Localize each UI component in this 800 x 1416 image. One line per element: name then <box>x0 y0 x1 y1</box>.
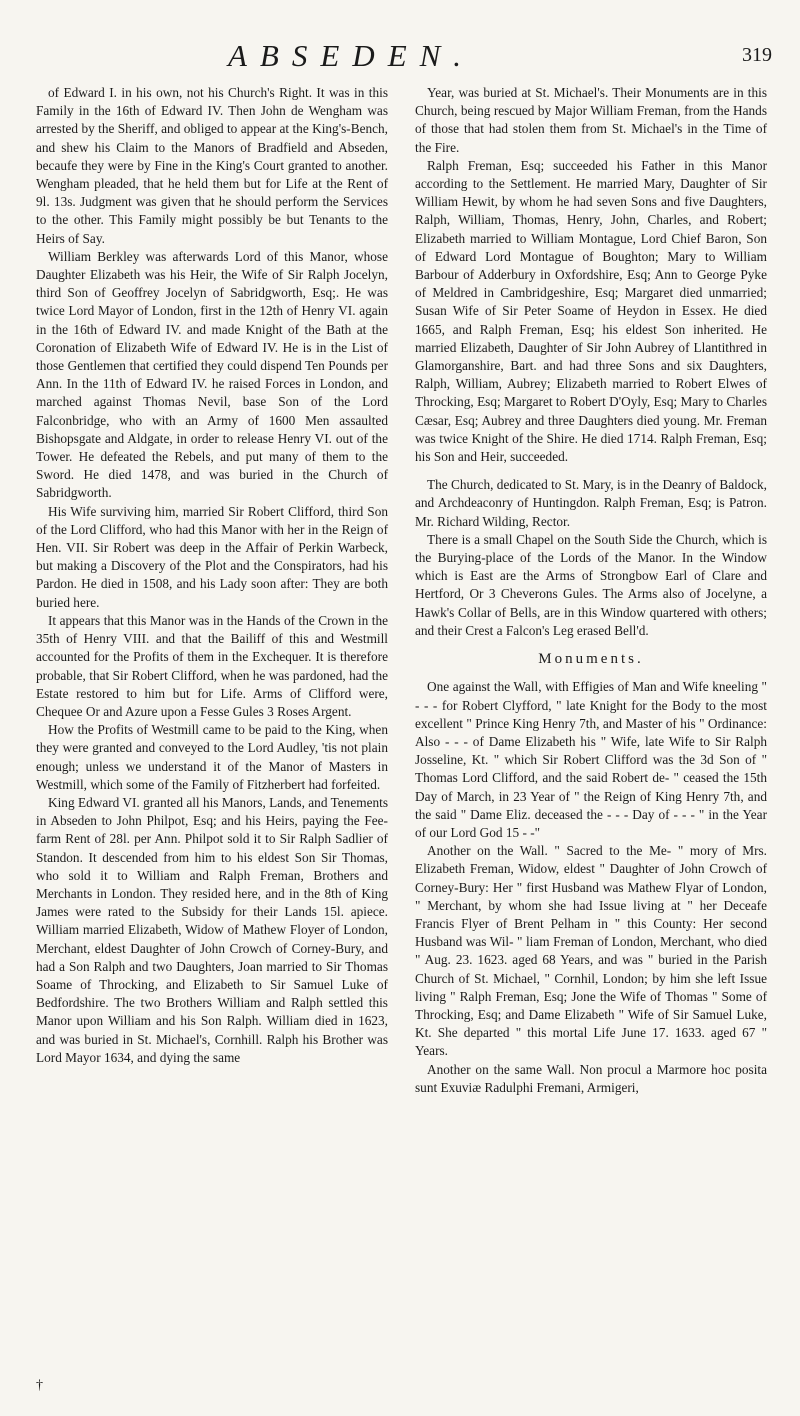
section-heading-monuments: Monuments. <box>538 651 644 668</box>
paragraph: It appears that this Manor was in the Hands of the Crown in the 35th of Henry VIII. and that the Bailiff of this and Westmill accounted for the Profits of them in the Exchequer. It is therefore probable, that Sir Robert Clifford, when he was pardoned, had the Estate restored to him but for Life. Arms of Clifford were, Chequee Or and Azure upon a Fesse Gules 3 Roses Argent. <box>36 612 388 719</box>
paragraph: William Berkley was afterwards Lord of this Manor, whose Daughter Elizabeth was his Heir, the Wife of Sir Ralph Jocelyn, third Son of Geoffrey Jocelyn of Sabridgworth, Esq;. He was twice Lord Mayor of London, first in the 12th of Henry VI. again in the 16th of Edward IV. and made Knight of the Bath at the Coronation of Elizabeth Wife of Edward IV. He is in the List of those Gentlemen that certified they could dispend Ten Pounds per Ann. In the 11th of Edward IV. he raised Forces in London, and marched against Thomas Nevil, base Son of the Lord Falconbridge, who with an Army of 1600 Men assaulted Bishopsgate and Aldgate, in order to release Henry VI. out of the Tower. He defeated the Rebels, and put many of them to the Sword. He died 1478, and was buried in the Church of Sabridgworth. <box>36 248 388 501</box>
page-header <box>0 38 800 82</box>
paragraph: of Edward I. in his own, not his Church's Right. It was in this Family in the 16th of Edward IV. Then John de Wengham was arrested by the Sheriff, and obliged to appear at the King's-Bench, and shew his Claim to the Manors of Bradfield and Abseden, becaufe they were by Fine in the King's Court granted to another. Wengham pleaded, that he held them but for Life at the Rent of 9l. 13s. Judgment was given that he should perform the Services to the other. This Family might possibly be but Tenants to the Heirs of Say. <box>36 85 388 246</box>
paragraph: How the Profits of Westmill came to be paid to the King, when they were granted and conveyed to the Lord Audley, 'tis not plain enough; unless we understand it of the Manor of Masters in Westmill, which some of the Family of Fitzherbert had forfeited. <box>36 722 388 792</box>
paragraph: Ralph Freman, Esq; succeeded his Father in this Manor according to the Settlement. He married Mary, Daughter of Sir William Hewit, by whom he had seven Sons and five Daughters, Ralph, William, Thomas, Henry, John, Charles, and Robert; Elizabeth married to William Montague, Lord Chief Baron, Son of Edward Lord Montague of Boughton; Mary to William Barbour of Adderbury in Oxfordshire, Esq; Ann to George Pyke of Meldred in Cambridgeshire, Esq; Margaret died unmarried; Susan Wife of Sir Peter Soame of Heydon in Essex. He died 1665, and Ralph Freman, Esq; his eldest Son inherited. He married Elizabeth, Daughter of Sir John Aubrey of Llantithred in Glamorganshire, Bart. and had three Sons and six Daughters, Ralph, William, Aubrey; Elizabeth married to Robert Elwes of Throcking, Esq; Margaret to Robert D'Oyly, Esq; Mary to Charles Cæsar, Esq; Aubrey and three Daughters died young. Mr. Freman was twice Knight of the Shire. He died 1714. Ralph Freman, Esq; his Son and Heir, succeeded. <box>415 157 767 465</box>
paragraph: Year, was buried at St. Michael's. Their Monuments are in this Church, being rescued by Major William Freman, from the Hands of those that had stolen them from St. Michael's in the Time of the Fire. <box>415 85 767 155</box>
paragraph: Another on the Wall. " Sacred to the Me- " mory of Mrs. Elizabeth Freman, Widow, eldest " Daughter of John Crowch of Corney-Bury: Her " first Husband was Mathew Flyar of London, " Merchant, by whom she had Issue living at " her Deceafe Francis Flyer of Brent Pelham in " this County: Her second Husband was Wil- " liam Freman of London, Merchant, who died " Aug. 23. 1623. aged 68 Years, and was " buried in the Parish Church of St. Michael, " Cornhil, London; by him she left Issue living " Ralph Freman, Esq; Jone the Wife of Thomas " Some of Throcking, Esq; and Dame Elizabeth " Wife of Sir Samuel Luke, Kt. She departed " this mortal Life June 17. 1633. aged 67 " Years. <box>415 843 767 1059</box>
signature-mark: † <box>36 1378 43 1393</box>
running-head: ABSEDEN. <box>228 38 475 73</box>
paragraph: There is a small Chapel on the South Side the Church, which is the Burying-place of the Lords of the Manor. In the Window which is East are the Arms of Strongbow Earl of Clare and Hertford, Or 3 Cheverons Gules. The Arms also of Jocelyne, a Hawk's Collar of Bells, are in this Window quartered with others; and their Crest a Falcon's Leg erased Bell'd. <box>415 531 767 638</box>
page-number: 319 <box>742 44 772 66</box>
left-column <box>36 84 388 1067</box>
paragraph: The Church, dedicated to St. Mary, is in the Deanry of Baldock, and Archdeaconry of Huntingdon. Ralph Freman, Esq; is Patron. Mr. Richard Wilding, Rector. <box>415 477 767 529</box>
paragraph: King Edward VI. granted all his Manors, Lands, and Tenements in Abseden to John Philpot, Esq; and his Heirs, paying the Fee-farm Rent of 28l. per Ann. Philpot sold it to Sir Ralph Sadlier of Standon. It descended from him to his eldest Son Sir Thomas, who sold it to William and Ralph Freman, Brothers and Merchants in London. They resided here, and in the 8th of King James were rated to the Subsidy for their Lands 15l. apiece. William married Elizabeth, Widow of Mathew Floyer of London, Merchant, eldest Daughter of John Crowch of Corney-Bury, and had a Son Ralph and two Daughters, Joan married to Sir Thomas Soame of Throcking, and Elizabeth to Sir Samuel Luke of Bedfordshire. The two Brothers William and Ralph settled this Manor upon William and his Son Ralph. William died in 1623, and was buried in St. Michael's, Cornhill. Ralph his Brother was Lord Mayor 1634, and dying the same <box>36 794 388 1065</box>
paragraph: Another on the same Wall. Non procul a Marmore hoc posita sunt Exuviæ Radulphi Fremani, Armigeri, <box>415 1061 767 1095</box>
right-column <box>415 84 767 1097</box>
paragraph: One against the Wall, with Effigies of Man and Wife kneeling " - - - for Robert Clyfford, " late Knight for the Body to the most excellent " Prince King Henry 7th, and Master of his " Ordinance: Also - - - of Dame Elizabeth his " Wife, late Wife to Sir Ralph Josseline, Kt. " which Sir Robert Clifford was the 3d Son of " Thomas Lord Clifford, and the said Robert de- " ceased the 15th Day of March, in 23 Year of " the Reign of King Henry 7th, and the said " Dame Eliz. deceased the - - - Day of - - - " in the Year of our Lord God 15 - -" <box>415 679 767 840</box>
paragraph: His Wife surviving him, married Sir Robert Clifford, third Son of the Lord Clifford, who had this Manor with her in the Reign of Hen. VII. Sir Robert was deep in the Affair of Perkin Warbeck, but making a Discovery of the Plot and the Conspirators, had his Pardon. He died in 1508, and his Lady soon after: They are both buried here. <box>36 503 388 610</box>
